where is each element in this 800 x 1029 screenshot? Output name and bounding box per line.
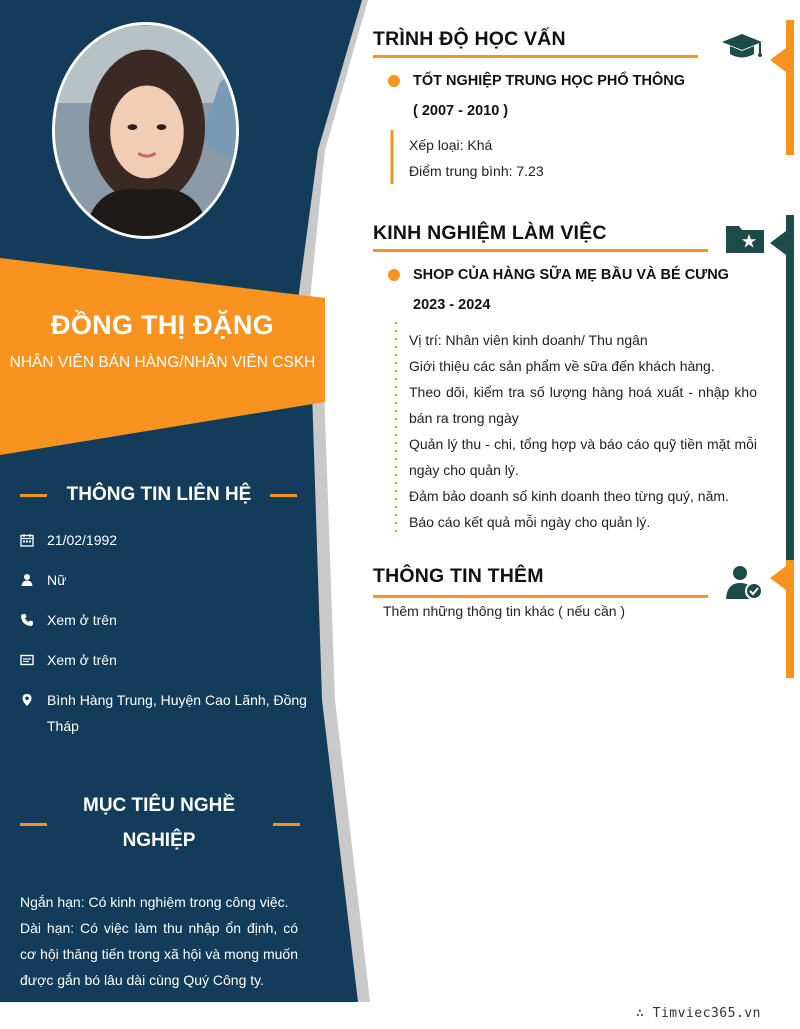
contact-birthday [20,527,310,553]
contact-gender [20,567,310,593]
heading-dash [273,823,300,826]
contact-email [20,647,310,673]
birthday-text: 21/02/1992 [47,532,118,548]
contact-phone [20,607,310,633]
graduation-cap-icon [720,32,764,64]
phone-text: Xem ở trên [47,612,117,628]
folder-star-icon [725,222,765,254]
duty-item: Giới thiệu các sản phẩm về sữa đến khách hàng. [409,358,715,374]
education-rank: Xếp loại: Khá [409,137,493,153]
duty-item: Theo dõi, kiểm tra số lượng hàng hoá xuất - nhập kho bán ra trong ngày [409,384,757,426]
avatar [52,22,239,239]
long-term-goal: Dài hạn: Có việc làm thu nhập ổn định, có cơ hội thăng tiến trong xã hội và mong muốn được gắn bó lâu dài cùng Quý Công ty. [20,920,298,988]
more-info-text: Thêm những thông tin khác ( nếu cần ) [383,603,626,619]
contact-address [20,687,310,739]
footer-logo: ∴ Timviec365.vn [636,1006,761,1021]
education-school: TỐT NGHIỆP TRUNG HỌC PHỔ THÔNG [413,73,686,89]
user-icon [20,567,47,593]
heading-dash [270,494,297,497]
objective-heading-line2: NGHIỆP [122,830,196,851]
more-info-heading: THÔNG TIN THÊM [373,565,544,587]
objective-heading-line1: MỤC TIÊU NGHỀ [83,795,235,816]
more-info-underline [373,595,708,598]
experience-underline [373,249,708,252]
calendar-icon [20,527,47,553]
education-bullet [388,75,400,87]
short-term-goal: Ngắn hạn: Có kinh nghiệm trong công việc. [20,894,289,910]
gender-text: Nữ [47,572,67,588]
user-shield-icon [724,564,764,600]
heading-dash [20,823,47,826]
experience-bullet [388,269,400,281]
education-gpa: Điểm trung bình: 7.23 [409,163,544,179]
email-icon [20,647,47,673]
duty-item: Quản lý thu - chi, tổng hợp và báo cáo quỹ tiền mặt mỗi ngày cho quản lý. [409,436,757,478]
education-heading: TRÌNH ĐỘ HỌC VẤN [373,28,566,50]
objective-text [20,889,298,993]
education-period: ( 2007 - 2010 ) [413,103,509,119]
education-underline [373,55,698,58]
email-text: Xem ở trên [47,652,117,668]
experience-duties [409,327,757,535]
duty-item: Vị trí: Nhân viên kinh doanh/ Thu ngân [409,332,648,348]
phone-icon [20,607,47,633]
map-pin-icon [20,687,47,739]
candidate-name: ĐỒNG THỊ ĐẶNG [51,310,274,340]
contact-heading: THÔNG TIN LIÊN HỆ [66,484,252,505]
job-title: NHÂN VIÊN BÁN HÀNG/NHÂN VIÊN CSKH [9,354,316,371]
experience-period: 2023 - 2024 [413,297,491,313]
duty-item: Báo cáo kết quả mỗi ngày cho quản lý. [409,514,651,530]
address-text: Bình Hàng Trung, Huyện Cao Lãnh, Đồng Tháp [47,692,307,734]
experience-heading: KINH NGHIỆM LÀM VIỆC [373,222,607,244]
duty-item: Đảm bảo doanh số kinh doanh theo từng quý, năm. [409,488,729,504]
experience-company: SHOP CỦA HÀNG SỮA MẸ BẦU VÀ BÉ CƯNG [413,267,729,283]
